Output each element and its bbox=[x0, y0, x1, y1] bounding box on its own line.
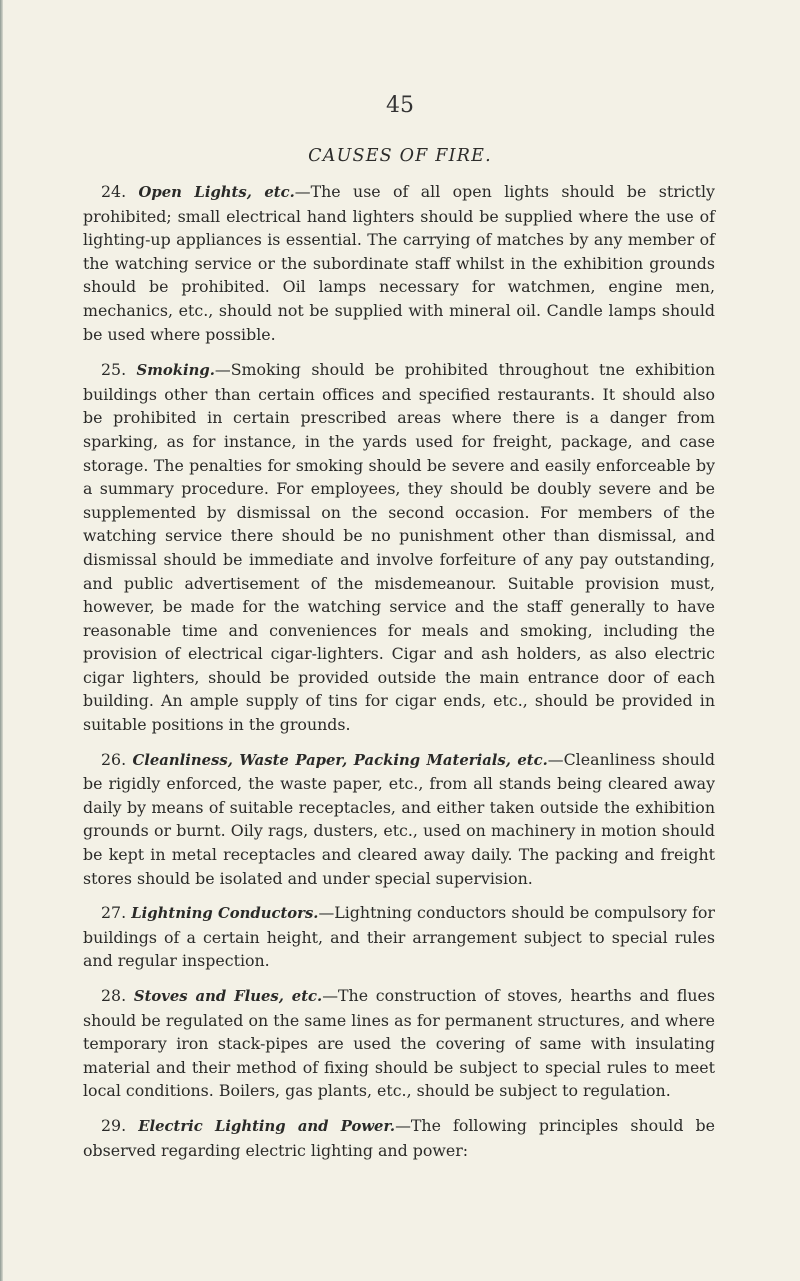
paragraph-body: —Cleanliness should be rigidly enforced, the waste paper, etc., from all stands being cleared away daily by means of suitable receptacles, and either taken outside the exhibition grounds or burnt. Oily rags, dusters, etc., used on machinery in motion should be kept in metal receptacles and cleared away daily. The packing and freight stores should be isolated and under special supervision. bbox=[83, 749, 715, 888]
section-title: CAUSES OF FIRE. bbox=[308, 146, 492, 166]
paragraph-heading: Stoves and Flues, etc. bbox=[133, 988, 323, 1005]
paragraph-25 bbox=[83, 358, 715, 737]
paragraph-heading: Open Lights, etc. bbox=[138, 184, 295, 201]
paragraph-number: 27. bbox=[101, 903, 127, 923]
paragraph-heading: Electric Lighting and Power. bbox=[138, 1117, 396, 1135]
paragraph-body: —The use of all open lights should be strictly prohibited; small electrical hand lighters should be supplied where the use of lighting-up appliances is essential. The carrying of matches by any member of the watching service or the subordinate staff whilst in the exhibition grounds should be prohibited. Oil lamps necessary for watchmen, engine men, mechanics, etc., should not be supplied with mineral oil. Candle lamps should be used where possible. bbox=[83, 182, 715, 344]
paragraph-heading: Smoking. bbox=[136, 362, 215, 380]
paragraph-27 bbox=[83, 901, 715, 973]
paragraph-number: 25. bbox=[101, 360, 127, 380]
page-number: 45 bbox=[386, 93, 414, 118]
paragraph-body: —The following principles should be observed regarding electric lighting and power: bbox=[83, 1115, 715, 1160]
paragraph-24 bbox=[83, 180, 715, 346]
paragraph-28 bbox=[83, 984, 715, 1103]
paragraph-body: —Smoking should be prohibited throughout tne exhibition buildings other than certain offices and specified restaurants. It should also be prohibited in certain prescribed areas where there is a danger from sparking, as for instance, in the yards used for freight, package, and case storage. The penalties for smoking should be severe and easily enforceable by a summary procedure. For employees, they should be doubly severe and be supplemented by dismissal on the second occasion. For members of the watching service there should be no punishment other than dismissal, and dismissal should be immediate and involve forfeiture of any pay outstanding, and public advertisement of the misdemeanour. Suitable provision must, however, be made for the watching service and the staff generally to have reasonable time and conveniences for meals and smoking, including the provision of electrical cigar-lighters. Cigar and ash holders, as also electric cigar lighters, should be provided outside the main entrance door of each building. An ample supply of tins for cigar ends, etc., should be provided in suitable positions in the grounds. bbox=[83, 360, 715, 735]
paragraph-number: 29. bbox=[101, 1115, 127, 1135]
paragraph-number: 26. bbox=[101, 749, 127, 769]
paragraph-29 bbox=[83, 1114, 715, 1162]
paragraph-26 bbox=[83, 748, 715, 891]
page-edge-shadow bbox=[0, 0, 3, 1281]
paragraph-body: —Lightning conductors should be compulsory for buildings of a certain height, and their arrangement subject to special rules and regular inspection. bbox=[83, 903, 715, 971]
paragraph-number: 28. bbox=[101, 986, 127, 1005]
body-text bbox=[83, 180, 715, 1173]
paragraph-body: —The construction of stoves, hearths and flues should be regulated on the same lines as for permanent structures, and where temporary iron stack-pipes are used the covering of same with insulating material and their method of fixing should be subject to special rules to meet local conditions. Boilers, gas plants, etc., should be subject to regulation. bbox=[83, 986, 715, 1101]
paragraph-heading: Cleanliness, Waste Paper, Packing Materials, etc. bbox=[132, 751, 548, 769]
paragraph-heading: Lightning Conductors. bbox=[131, 905, 319, 923]
paragraph-number: 24. bbox=[101, 182, 127, 201]
